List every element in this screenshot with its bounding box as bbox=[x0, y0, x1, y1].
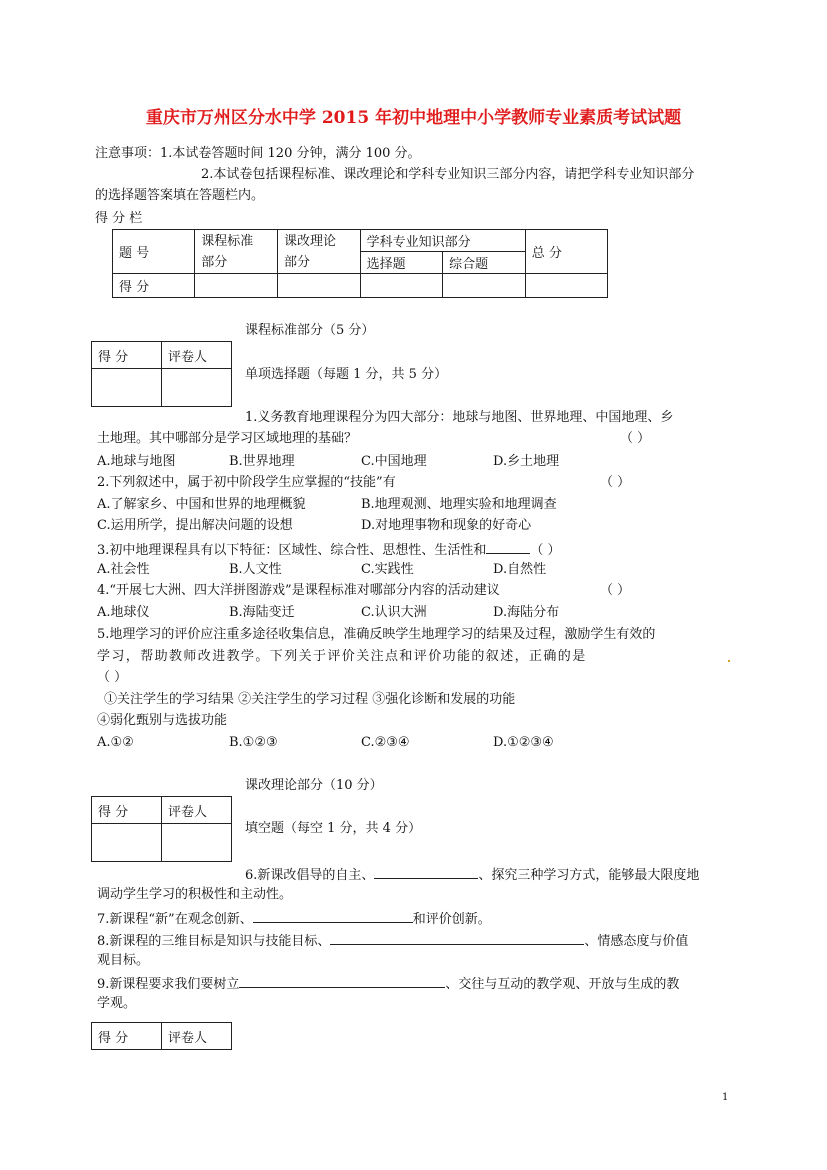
q5-option-c: C.②③④ bbox=[361, 735, 410, 750]
q2-answer-paren: （ ） bbox=[600, 475, 631, 490]
part2-heading: 课改理论部分（10 分） bbox=[245, 778, 383, 793]
page-title: 重庆市万州区分水中学 2015 年初中地理中小学教师专业素质考试试题 bbox=[145, 108, 682, 128]
q5-items-line-2: ④弱化甄别与选拔功能 bbox=[97, 713, 228, 728]
notes-line-1: 注意事项：1.本试卷答题时间 120 分钟，满分 100 分。 bbox=[95, 146, 421, 161]
curriculum-standard-header: 课程标准 部分 bbox=[195, 230, 278, 274]
q1-answer-paren: （ ） bbox=[620, 431, 651, 446]
grader-name-label: 评卷人 bbox=[162, 342, 232, 369]
choice-header: 选择题 bbox=[360, 252, 443, 274]
grader-cell bbox=[92, 824, 162, 862]
q3-option-c: C.实践性 bbox=[361, 562, 414, 577]
stray-dot bbox=[728, 660, 730, 662]
part1-subheading: 单项选择题（每题 1 分，共 5 分） bbox=[245, 367, 448, 382]
q5-option-a: A.①② bbox=[97, 735, 134, 750]
score-section-label: 得 分 栏 bbox=[95, 211, 143, 226]
q5-option-b: B.①②③ bbox=[229, 735, 278, 750]
total-header: 总 分 bbox=[525, 230, 607, 274]
q6-line-1: 6.新课改倡导的自主、 、探究三种学习方式，能够最大限度地 bbox=[245, 868, 700, 883]
subject-knowledge-header: 学科专业知识部分 bbox=[360, 230, 525, 252]
q1-option-c: C.中国地理 bbox=[361, 454, 427, 469]
score-cell bbox=[277, 274, 360, 298]
item-no-header: 题 号 bbox=[113, 230, 195, 274]
q2-text: 2.下列叙述中，属于初中阶段学生应掌握的“技能”有 bbox=[97, 475, 396, 490]
score-cell bbox=[443, 274, 526, 298]
grader-cell bbox=[162, 824, 232, 862]
grader-score-label: 得 分 bbox=[92, 1023, 162, 1050]
score-row-label: 得 分 bbox=[113, 274, 195, 298]
q5-line-2: 学习，帮助教师改进教学。下列关于评价关注点和评价功能的叙述，正确的是 bbox=[97, 649, 587, 664]
q9-line-1: 9.新课程要求我们要树立 、交往与互动的教学观、开放与生成的教 bbox=[97, 977, 680, 992]
q1-line-1: 1.义务教育地理课程分为四大部分：地球与地图、世界地理、中国地理、乡 bbox=[245, 410, 674, 425]
q4-answer-paren: （ ） bbox=[600, 583, 631, 598]
notes-line-3: 的选择题答案填在答题栏内。 bbox=[95, 188, 265, 203]
q2-option-d: D.对地理事物和现象的好奇心 bbox=[361, 518, 532, 533]
score-table bbox=[112, 229, 608, 298]
q8-blank bbox=[330, 932, 584, 945]
q1-option-a: A.地球与地图 bbox=[97, 454, 176, 469]
q2-option-a: A.了解家乡、中国和世界的地理概貌 bbox=[97, 497, 306, 512]
q4-text: 4.“开展七大洲、四大洋拼图游戏”是课程标准对哪部分内容的活动建议 bbox=[97, 583, 500, 598]
page-number: 1 bbox=[722, 1092, 729, 1103]
grader-name-label: 评卷人 bbox=[162, 1023, 232, 1050]
comprehensive-header: 综合题 bbox=[443, 252, 526, 274]
q8-line-2: 观目标。 bbox=[97, 953, 150, 968]
grader-score-label: 得 分 bbox=[92, 342, 162, 369]
q6-blank bbox=[374, 866, 478, 879]
q9-line-2: 学观。 bbox=[97, 996, 137, 1011]
q4-option-c: C.认识大洲 bbox=[361, 605, 427, 620]
q2-option-b: B.地理观测、地理实验和地理调查 bbox=[361, 497, 557, 512]
grader-name-label: 评卷人 bbox=[162, 797, 232, 824]
q4-option-a: A.地球仪 bbox=[97, 605, 150, 620]
q3-blank bbox=[486, 541, 530, 554]
q5-line-1: 5.地理学习的评价应注重多途径收集信息，准确反映学生地理学习的结果及过程，激励学生有效的 bbox=[97, 627, 656, 642]
score-cell bbox=[360, 274, 443, 298]
grader-cell bbox=[92, 369, 162, 407]
grader-score-label: 得 分 bbox=[92, 797, 162, 824]
q7-blank bbox=[253, 910, 413, 923]
score-cell bbox=[195, 274, 278, 298]
grader-box-1 bbox=[91, 341, 232, 407]
q5-items-line-1: ①关注学生的学习结果 ②关注学生的学习过程 ③强化诊断和发展的功能 bbox=[104, 692, 516, 707]
q7-text: 7.新课程“新”在观念创新、 和评价创新。 bbox=[97, 912, 491, 927]
q3-option-d: D.自然性 bbox=[493, 562, 547, 577]
q5-option-d: D.①②③④ bbox=[493, 735, 554, 750]
q4-option-d: D.海陆分布 bbox=[493, 605, 560, 620]
grader-box-2 bbox=[91, 796, 232, 862]
q2-option-c: C.运用所学，提出解决问题的设想 bbox=[97, 518, 293, 533]
q8-line-1: 8.新课程的三维目标是知识与技能目标、 、情感态度与价值 bbox=[97, 934, 689, 949]
q9-blank bbox=[239, 975, 445, 988]
part1-heading: 课程标准部分（5 分） bbox=[245, 323, 375, 338]
grader-box-3 bbox=[91, 1022, 232, 1050]
q1-option-b: B.世界地理 bbox=[229, 454, 295, 469]
q6-line-2: 调动学生学习的积极性和主动性。 bbox=[97, 887, 293, 902]
part2-subheading: 填空题（每空 1 分，共 4 分） bbox=[245, 821, 422, 836]
q1-option-d: D.乡土地理 bbox=[493, 454, 560, 469]
q1-line-2: 土地理。其中哪部分是学习区域地理的基础？ bbox=[97, 431, 358, 446]
notes-line-2: 2.本试卷包括课程标准、课改理论和学科专业知识三部分内容，请把学科专业知识部分 bbox=[201, 167, 695, 182]
q3-option-b: B.人文性 bbox=[229, 562, 282, 577]
q5-answer-paren: （ ） bbox=[97, 670, 128, 685]
q3-option-a: A.社会性 bbox=[97, 562, 150, 577]
q3-text: 3.初中地理课程具有以下特征：区域性、综合性、思想性、生活性和 （ ） bbox=[97, 543, 561, 558]
grader-cell bbox=[162, 369, 232, 407]
reform-theory-header: 课改理论 部分 bbox=[277, 230, 360, 274]
q4-option-b: B.海陆变迁 bbox=[229, 605, 295, 620]
score-cell bbox=[525, 274, 607, 298]
